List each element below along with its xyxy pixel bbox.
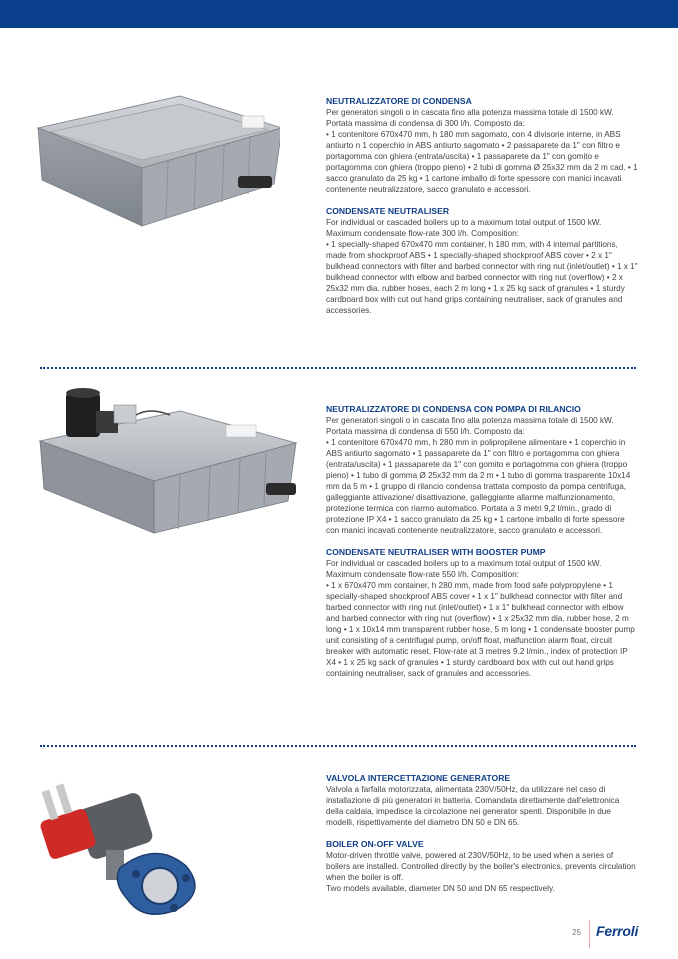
section-title-en: CONDENSATE NEUTRALISER WITH BOOSTER PUMP — [326, 547, 546, 557]
section-valve — [326, 773, 638, 894]
top-brand-bar — [0, 0, 678, 28]
page-number: 25 — [572, 928, 581, 937]
valve-product-image — [36, 770, 216, 920]
neutraliser-product-image — [30, 88, 280, 228]
section-title-en: BOILER ON-OFF VALVE — [326, 839, 424, 849]
section-title-en: CONDENSATE NEUTRALISER — [326, 206, 450, 216]
neutraliser-pump-product-image — [30, 385, 300, 537]
section-neutraliser — [326, 96, 638, 316]
section-neutraliser-pump — [326, 404, 638, 679]
footer-divider — [589, 920, 590, 948]
section-text-en: For individual or cascaded boilers up to a maximum total output of 1500 kW. Maximum condensate flow-rate 300 l/h. Composition: • 1 specially-shaped 670x470 mm container, h 180 mm, with 4 internal partitions, made from shockproof ABS • 1 specially-shaped shockproof ABS cover • 2 x 1" bulkhead connectors with filter and barbed connector with ring nut (inlet/outlet) • 1 x 1" bulkhead connector with elbow and barbed connector with ring nut (overflow) • 2 x 25x32 mm dia. rubber hoses, each 2 m long • 1 x 25 kg sack of granules • 1 sturdy cardboard box with cut out hand grips containing neutraliser, sack of granules and accessories. — [326, 218, 638, 315]
section-title-it: VALVOLA INTERCETTAZIONE GENERATORE — [326, 773, 511, 783]
dotted-divider — [40, 745, 636, 747]
section-title-it: NEUTRALIZZATORE DI CONDENSA CON POMPA DI RILANCIO — [326, 404, 581, 414]
dotted-divider — [40, 367, 636, 369]
section-text-it: Per generatori singoli o in cascata fino alla potenza massima totale di 1500 kW. Portata massima di condensa di 300 l/h. Composto da: • 1 contenitore 670x470 mm, h 180 mm sagomato, con 4 divisorie interne, in ABS antiurto n 1 coperchio in ABS antiurto sagomato • 2 passaparete da 1" con filtro e portagomma con ghiera (entrata/uscita) • 1 passaparete da 1" con gomito e portagomma con ghiera (troppo pieno) • 2 tubi di gomma Ø 25x32 mm da 2 m cad. • 1 sacco granulato da 25 kg • 1 cartone imballo di forte spessore con manici incavati contenente neutralizzatore, sacco granulato e accessori. — [326, 108, 638, 194]
brand-logo: Ferroli — [596, 923, 639, 939]
section-text-en: Motor-driven throttle valve, powered at 230V/50Hz, to be used when a series of boilers are installed. Controlled directly by the boiler's electronics, prevents circulation when the boiler is off. Two models available, diameter DN 50 and DN 65 respectively. — [326, 851, 636, 893]
section-text-en: For individual or cascaded boilers up to a maximum total output of 1500 kW. Maximum condensate flow-rate 550 l/h. Composition: • 1 x 670x470 mm container, h 280 mm, made from food safe polypropylene • 1 specially-shaped shockproof ABS cover • 1 x 1" bulkhead connector with filter and barbed connector with ring nut (inlet/outlet) • 1 x 1" bulkhead connector with elbow and barbed connector with ring nut (overflow) • 1 x 25x32 mm dia. rubber hose, 2 m long • 1 x 10x14 mm transparent rubber hose, 5 m long • 1 condensate booster pump unit consisting of a centrifugal pump, on/off float, malfunction alarm float, circuit breaker with automatic reset. Flow-rate at 3 metres 9.2 l/min., index of protection IP X4 • 1 x 25 kg sack of granules • 1 sturdy cardboard box with cut out hand grips containing neutraliser, sack of granules and accessories. — [326, 559, 635, 678]
section-title-it: NEUTRALIZZATORE DI CONDENSA — [326, 96, 472, 106]
section-text-it: Valvola a farfalla motorizzata, alimentata 230V/50Hz, da utilizzare nel caso di installazione di più generatori in batteria. Comandata direttamente dall'elettronica della caldaia, impedisce la circolazione nei generator spenti. Disponibile in due modelli, rispettivamente del diametro DN 50 e DN 65. — [326, 785, 620, 827]
section-text-it: Per generatori singoli o in cascata fino alla potenza massima totale di 1500 kW. Portata massima di condensa di 550 l/h. Composto da: • 1 contenitore 670x470 mm, h 280 mm in polipropilene alimentare • 1 coperchio in ABS antiurto sagomato • 1 passaparete da 1" con filtro e portagomma con ghiera (entrata/uscita) • 1 passaparete da 1" con gomito e portagomma con ghiera (troppo pieno) • 1 tubo di gomma Ø 25x32 mm da 2 m • 1 tubo di gomma trasparente 10x14 mm da 5 m • 1 gruppo di rilancio condensa trattata composto da pompa centrifuga, galleggiante attivazione/ disattivazione, galleggiante allarme malfunzionamento, protezione termica con riarmo automatico. Portata a 3 metri 9,2 l/min., grado di protezione IP X4 • 1 sacco granulato da 25 kg • 1 cartone imballo di forte spessore con manici incavati contenente neutralizzatore, sacco granulato e accessori. — [326, 416, 631, 535]
